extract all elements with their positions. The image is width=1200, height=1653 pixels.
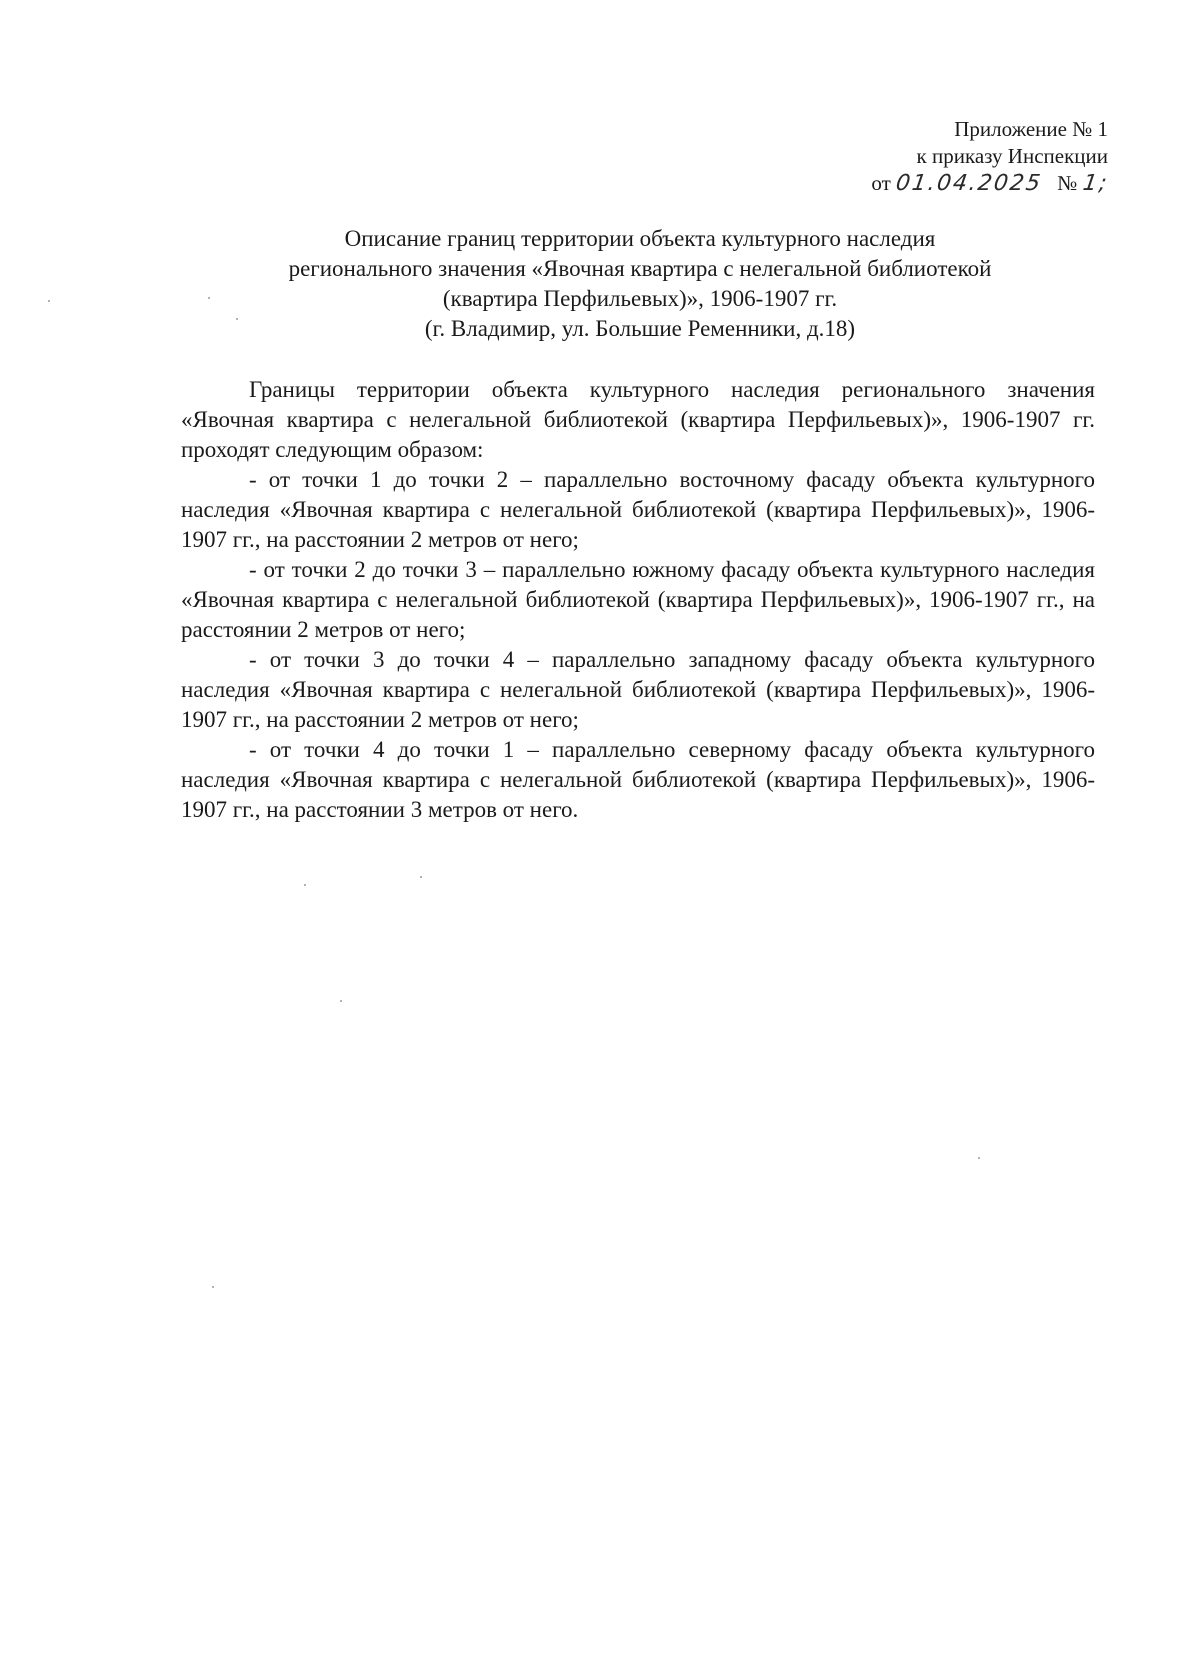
number-label: № (1057, 171, 1078, 195)
scan-speck (340, 1000, 342, 1002)
annex-number: Приложение № 1 (954, 117, 1108, 141)
scan-speck (978, 1157, 980, 1159)
scan-speck (212, 1286, 214, 1288)
annex-order-ref: к приказу Инспекции (916, 144, 1108, 168)
annex-header (778, 116, 1108, 197)
handwritten-number: 1; (1080, 171, 1110, 196)
boundary-item-3: - от точки 3 до точки 4 – параллельно западному фасаду объекта культурного наследия «Явочная квартира с нелегальной библиотекой (квартира Перфильевых)», 1906-1907 гг., на расстоянии 2 метров от него; (181, 647, 1095, 732)
scan-speck (48, 300, 50, 302)
date-prefix: от (871, 171, 891, 195)
document-title (160, 224, 1120, 344)
boundary-item-1: - от точки 1 до точки 2 – параллельно восточному фасаду объекта культурного наследия «Явочная квартира с нелегальной библиотекой (квартира Перфильевых)», 1906-1907 гг., на расстоянии 2 метров от него; (181, 467, 1095, 552)
scan-speck (236, 318, 238, 320)
title-line-1: Описание границ территории объекта культурного наследия (344, 226, 936, 251)
scan-speck (420, 876, 422, 878)
title-line-4: (г. Владимир, ул. Большие Ременники, д.18) (424, 316, 856, 341)
scan-speck (304, 884, 306, 886)
scan-speck (208, 297, 210, 299)
boundary-item-2: - от точки 2 до точки 3 – параллельно южному фасаду объекта культурного наследия «Явочная квартира с нелегальной библиотекой (квартира Перфильевых)», 1906-1907 гг., на расстоянии 2 метров от него; (181, 557, 1095, 642)
intro-paragraph: Границы территории объекта культурного наследия регионального значения «Явочная квартира с нелегальной библиотекой (квартира Перфильевых)», 1906-1907 гг. проходят следующим образом: (181, 377, 1095, 462)
document-body (181, 375, 1095, 825)
boundary-item-4: - от точки 4 до точки 1 – параллельно северному фасаду объекта культурного наследия «Явочная квартира с нелегальной библиотекой (квартира Перфильевых)», 1906-1907 гг., на расстоянии 3 метров от него. (181, 737, 1095, 822)
title-line-2: регионального значения «Явочная квартира с нелегальной библиотекой (288, 256, 992, 281)
handwritten-date: 01.04.2025 (894, 171, 1044, 196)
title-line-3: (квартира Перфильевых)», 1906-1907 гг. (442, 286, 838, 311)
annex-date-line (778, 170, 1108, 197)
